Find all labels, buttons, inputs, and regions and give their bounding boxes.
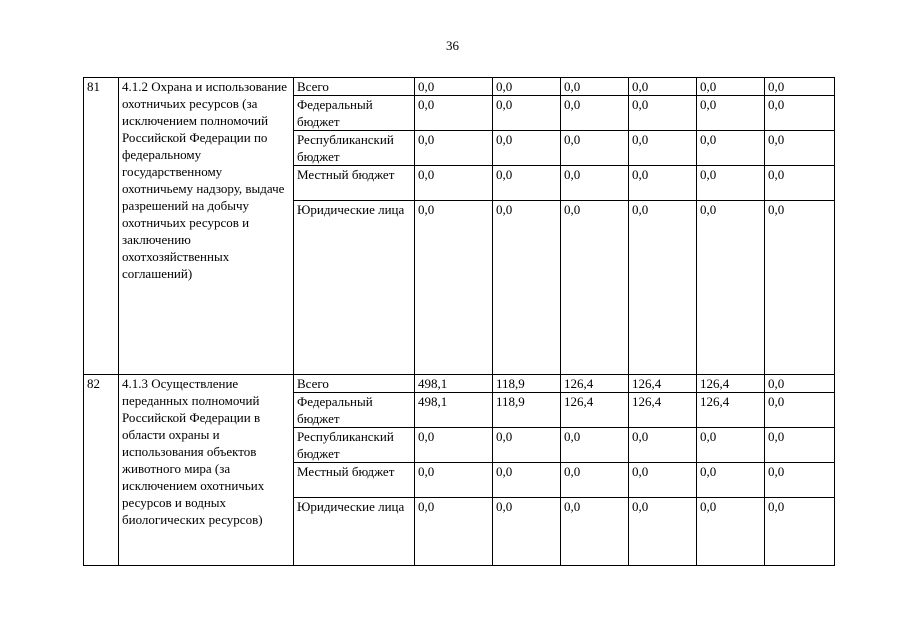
- funding-value: 0,0: [697, 166, 765, 201]
- funding-value: 0,0: [493, 131, 561, 166]
- measure-description: 4.1.3 Осуществление переданных полномочий Российской Федерации в области охраны и использования объектов животного мира (за исключением охотничьих ресурсов и водных биологических ресурсов): [119, 375, 294, 566]
- funding-value: 118,9: [493, 393, 561, 428]
- funding-value: 0,0: [561, 78, 629, 96]
- table-row: [84, 375, 835, 393]
- funding-value: 0,0: [765, 393, 835, 428]
- funding-value: 0,0: [561, 463, 629, 498]
- funding-value: 0,0: [561, 428, 629, 463]
- table-row: [84, 78, 835, 96]
- funding-value: 0,0: [415, 96, 493, 131]
- funding-value: 0,0: [765, 498, 835, 566]
- funding-value: 0,0: [765, 166, 835, 201]
- funding-value: 0,0: [765, 96, 835, 131]
- funding-source: Всего: [294, 78, 415, 96]
- funding-value: 0,0: [629, 428, 697, 463]
- funding-value: 0,0: [493, 78, 561, 96]
- funding-source: Федеральный бюджет: [294, 393, 415, 428]
- measure-description: 4.1.2 Охрана и использование охотничьих ресурсов (за исключением полномочий Российской Федерации по федеральному государственному охотничьему надзору, выдаче разрешений на добычу охотничьих ресурсов и заключению охотхозяйственных соглашений): [119, 78, 294, 375]
- funding-value: 0,0: [415, 131, 493, 166]
- funding-value: 0,0: [629, 201, 697, 375]
- funding-value: 0,0: [561, 201, 629, 375]
- funding-value: 498,1: [415, 393, 493, 428]
- funding-value: 0,0: [697, 96, 765, 131]
- funding-value: 126,4: [629, 393, 697, 428]
- funding-value: 0,0: [765, 428, 835, 463]
- page-number: 36: [446, 38, 459, 53]
- funding-value: 126,4: [697, 375, 765, 393]
- funding-value: 0,0: [415, 201, 493, 375]
- funding-value: 0,0: [629, 96, 697, 131]
- funding-value: 0,0: [765, 375, 835, 393]
- funding-value: 0,0: [629, 166, 697, 201]
- funding-value: 0,0: [415, 498, 493, 566]
- funding-value: 0,0: [765, 131, 835, 166]
- funding-source: Местный бюджет: [294, 463, 415, 498]
- funding-value: 0,0: [697, 131, 765, 166]
- funding-value: 118,9: [493, 375, 561, 393]
- funding-source: Федеральный бюджет: [294, 96, 415, 131]
- funding-value: 0,0: [493, 201, 561, 375]
- funding-value: 0,0: [629, 78, 697, 96]
- funding-source: Юридические лица: [294, 201, 415, 375]
- row-number: 82: [84, 375, 119, 566]
- funding-value: 0,0: [415, 166, 493, 201]
- funding-value: 0,0: [629, 463, 697, 498]
- funding-value: 0,0: [697, 78, 765, 96]
- funding-value: 0,0: [629, 131, 697, 166]
- budget-table: [83, 77, 835, 566]
- funding-value: 126,4: [629, 375, 697, 393]
- funding-value: 0,0: [415, 78, 493, 96]
- funding-value: 0,0: [629, 498, 697, 566]
- funding-value: 0,0: [697, 498, 765, 566]
- funding-source: Всего: [294, 375, 415, 393]
- funding-value: 126,4: [561, 393, 629, 428]
- funding-value: 0,0: [765, 78, 835, 96]
- funding-value: 498,1: [415, 375, 493, 393]
- funding-value: 0,0: [765, 201, 835, 375]
- funding-value: 126,4: [561, 375, 629, 393]
- funding-value: 0,0: [493, 166, 561, 201]
- funding-source: Юридические лица: [294, 498, 415, 566]
- funding-value: 0,0: [415, 463, 493, 498]
- funding-source: Местный бюджет: [294, 166, 415, 201]
- funding-value: 0,0: [415, 428, 493, 463]
- funding-value: 0,0: [697, 463, 765, 498]
- funding-value: 0,0: [697, 201, 765, 375]
- funding-value: 0,0: [561, 131, 629, 166]
- funding-value: 0,0: [561, 166, 629, 201]
- funding-value: 0,0: [765, 463, 835, 498]
- row-number: 81: [84, 78, 119, 375]
- funding-value: 126,4: [697, 393, 765, 428]
- funding-value: 0,0: [493, 428, 561, 463]
- funding-source: Республиканский бюджет: [294, 131, 415, 166]
- funding-value: 0,0: [493, 463, 561, 498]
- funding-value: 0,0: [697, 428, 765, 463]
- funding-value: 0,0: [493, 96, 561, 131]
- funding-source: Республиканский бюджет: [294, 428, 415, 463]
- funding-value: 0,0: [561, 96, 629, 131]
- funding-value: 0,0: [493, 498, 561, 566]
- funding-value: 0,0: [561, 498, 629, 566]
